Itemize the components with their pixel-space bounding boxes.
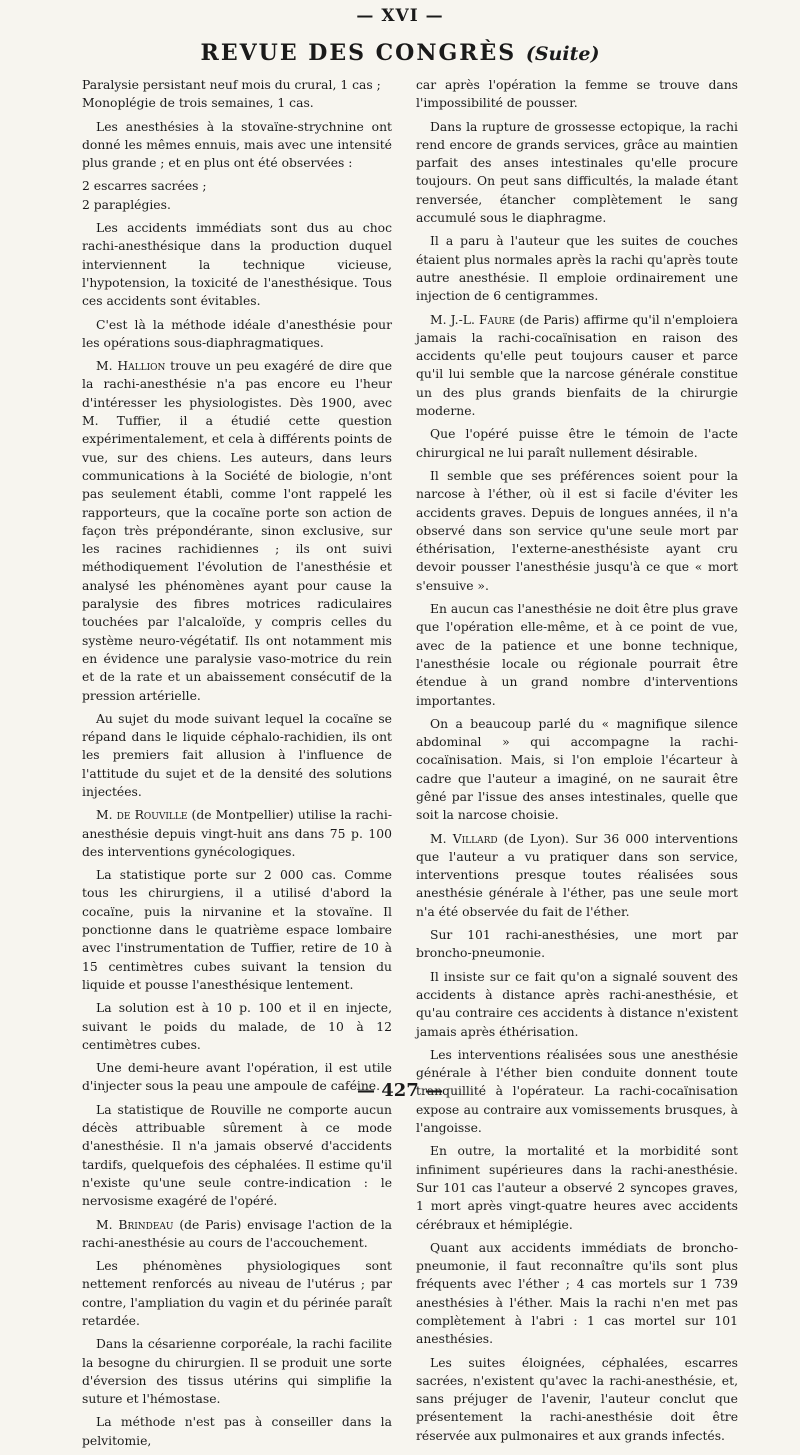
paragraph: Au sujet du mode suivant lequel la cocaïne se répand dans le liquide céphalo-rachidien, ils ont les premiers fait allusion à l'influence de l'attitude du sujet et de la densité des solutions injectées. — [82, 711, 392, 799]
speaker-name: M. Villard — [430, 831, 498, 846]
paragraph: Les anesthésies à la stovaïne-strychnine ont donné les mêmes ennuis, mais avec une intensité plus grande ; et en plus ont été observées : — [82, 119, 392, 171]
paragraph-text: trouve un peu exagéré de dire que la rachi-anesthésie n'a pas encore eu l'heur d'intéresser les physiologistes. Dès 1900, avec M. Tuffier, il a étudié cette question expérimentalement, et cela à différents points de vue, sur des chiens. Les auteurs, dans leurs communications à la Société de biologie, n'ont pas seulement établi, comme l'ont rappelé les rapporteurs, que la cocaïne porte son action de façon très prépondérante, sinon exclusive, sur les racines rachidiennes ; ils ont suivi méthodiquement l'évolution de l'anesthésie et analysé les phénomènes ayant pour cause la paralysie des fibres motrices radiculaires touchées par l'alcaloïde, y compris celles du système neuro-végétatif. Ils ont notamment mis en évidence une paralysie vaso-motrice du rein et de la rate et un abaissement consécutif de la pression artérielle. — [82, 359, 393, 703]
paragraph: Les accidents immédiats sont dus au choc rachi-anesthésique dans la production duquel interviennent la technique vicieuse, l'hypotension, la toxicité de l'anesthésique. Tous ces accidents sont évitables. — [82, 221, 392, 309]
paragraph: Que l'opéré puisse être le témoin de l'acte chirurgical ne lui paraît nullement désirable. — [416, 427, 738, 460]
speaker-name: M. Brindeau — [96, 1217, 174, 1232]
paragraph-text: (de Paris) affirme qu'il n'emploiera jamais la rachi-cocaïnisation en raison des accidents qu'elle peut toujours causer et parce qu'il lui semble que la narcose générale constitue un des plus grands bienfaits de la chirurgie moderne. — [416, 312, 738, 419]
page-number: — 427 — — [356, 1080, 444, 1101]
paragraph: Monoplégie de trois semaines, 1 cas. — [82, 96, 314, 111]
right-column — [416, 76, 738, 1450]
page-title — [0, 40, 800, 66]
paragraph-text: (de Montpellier) utilise la rachi-anesthésie depuis vingt-huit ans dans 75 p. 100 des interventions gynécologiques. — [82, 808, 393, 859]
paragraph — [82, 357, 392, 705]
speaker-name: M. de Rouville — [96, 808, 188, 823]
paragraph: Il insiste sur ce fait qu'on a signalé souvent des accidents à distance après rachi-anesthésie, et qu'au contraire ces accidents à distance n'existent jamais après éthérisation. — [416, 969, 738, 1039]
paragraph: C'est là la méthode idéale d'anesthésie pour les opérations sous-diaphragmatiques. — [82, 317, 392, 350]
paragraph: Dans la rupture de grossesse ectopique, la rachi rend encore de grands services, grâce au maintien parfait des anses intestinales qu'elle procure toujours. On peut sans difficultés, la malade étant renversée, étancher complètement le sang accumulé sous le diaphragme. — [416, 119, 738, 226]
paragraph — [82, 1216, 392, 1253]
paragraph: Les phénomènes physiologiques sont nettement renforcés au niveau de l'utérus ; par contre, l'ampliation du vagin et du périnée paraît retardée. — [82, 1259, 392, 1328]
paragraph: La méthode n'est pas à conseiller dans la pelvitomie, — [82, 1415, 392, 1448]
paragraph: car après l'opération la femme se trouve dans l'impossibilité de pousser. — [416, 78, 738, 111]
roman-page-number: — XVI — — [356, 6, 444, 26]
left-column — [82, 76, 392, 1455]
paragraph: En aucun cas l'anesthésie ne doit être plus grave que l'opération elle-même, et à ce point de vue, avec de la patience et une bonne technique, l'anesthésie locale ou régionale pourrait être étendue à un grand nombre d'interventions importantes. — [416, 602, 738, 708]
paragraph-text: (de Lyon). Sur 36 000 interventions que l'auteur a vu pratiquer dans son service, interventions presque toutes réalisées sous anesthésie générale à l'éther, pas une seule mort n'a été observée du fait de l'éther. — [416, 831, 738, 919]
speaker-name: M. Hallion — [96, 359, 166, 374]
paragraph: Paralysie persistant neuf mois du crural, 1 cas ; — [82, 78, 381, 92]
paragraph — [416, 311, 738, 421]
paragraph: La solution est à 10 p. 100 et il en injecte, suivant le poids du malade, de 10 à 12 centimètres cubes. — [82, 1001, 392, 1052]
paragraph: Les interventions réalisées sous une anesthésie générale à l'éther bien conduite donnent toute tranquillité à l'opérateur. La rachi-cocaïnisation expose au contraire aux vomissements brusques, à l'angoisse. — [416, 1047, 738, 1136]
list-item: 2 paraplégies. — [82, 197, 171, 212]
paragraph: Il semble que ses préférences soient pour la narcose à l'éther, où il est si facile d'éviter les accidents graves. Depuis de longues années, il n'a observé dans son service qu'une seule mort par éthérisation, l'externe-anesthésiste ayant cru devoir pousser l'anesthésie jusqu'à ce que « mort s'ensuive ». — [416, 468, 738, 593]
paragraph: En outre, la mortalité et la morbidité sont infiniment supérieures dans la rachi-anesthésie. Sur 101 cas l'auteur a observé 2 syncopes graves, 1 mort après vingt-quatre heures avec accidents cérébraux et hémiplégie. — [416, 1144, 738, 1232]
paragraph: La statistique de Rouville ne comporte aucun décès attribuable sûrement à ce mode d'anesthésie. Il n'a jamais observé d'accidents tardifs, quelquefois des céphalées. Il estime qu'il n'existe qu'une seule contre-indication : le nervosisme exagéré de l'opéré. — [82, 1102, 392, 1209]
paragraph: Sur 101 rachi-anesthésies, une mort par broncho-pneumonie. — [416, 928, 738, 961]
title-text: REVUE DES CONGRÈS — [200, 40, 517, 66]
paragraph: Quant aux accidents immédiats de broncho-pneumonie, il faut reconnaître qu'ils sont plus fréquents avec l'éther ; 4 cas mortels sur 1 739 anesthésies à l'éther. Mais la rachi n'en met pas complètement à l'abri : 1 cas mortel sur 101 anesthésies. — [416, 1240, 738, 1347]
paragraph: Une demi-heure avant l'opération, il est utile d'injecter sous la peau une ampoule de caféine. — [82, 1061, 392, 1094]
list-item: 2 escarres sacrées ; — [82, 179, 207, 194]
paragraph — [82, 806, 392, 861]
paragraph-text: (de Paris) envisage l'action de la rachi-anesthésie au cours de l'accouchement. — [82, 1217, 393, 1250]
paragraph: Il a paru à l'auteur que les suites de couches étaient plus normales après la rachi qu'après toute autre anesthésie. Il emploie ordinairement une injection de 6 centigrammes. — [416, 234, 738, 304]
paragraph: Les suites éloignées, céphalées, escarres sacrées, n'existent qu'avec la rachi-anesthésie, et, sans préjuger de l'avenir, l'auteur conclut que présentement la rachi-anesthésie doit être réservée aux pulmonaires et aux grands infectés. — [416, 1355, 738, 1443]
paragraph: Dans la césarienne corporéale, la rachi facilite la besogne du chirurgien. Il se produit une sorte d'éversion des tissus utérins qui simplifie la suture et l'hémostase. — [82, 1337, 392, 1407]
paragraph: On a beaucoup parlé du « magnifique silence abdominal » qui accompagne la rachi-cocaïnisation. Mais, si l'on emploie l'écarteur à cadre que l'auteur a imaginé, on ne saurait être gêné par l'issue des anses intestinales, quelle que soit la narcose choisie. — [416, 716, 738, 823]
paragraph — [416, 830, 738, 921]
title-suite: (Suite) — [525, 43, 600, 65]
paragraph: La statistique porte sur 2 000 cas. Comme tous les chirurgiens, il a utilisé d'abord la cocaïne, puis la nirvanine et la stovaïne. Il ponctionne dans le quatrième espace lombaire avec l'instrumentation de Tuffier, retire de 10 à 15 centimètres cubes suivant la tension du liquide et pousse l'anesthésique lentement. — [82, 868, 392, 992]
speaker-name: M. J.-L. Faure — [430, 312, 515, 327]
